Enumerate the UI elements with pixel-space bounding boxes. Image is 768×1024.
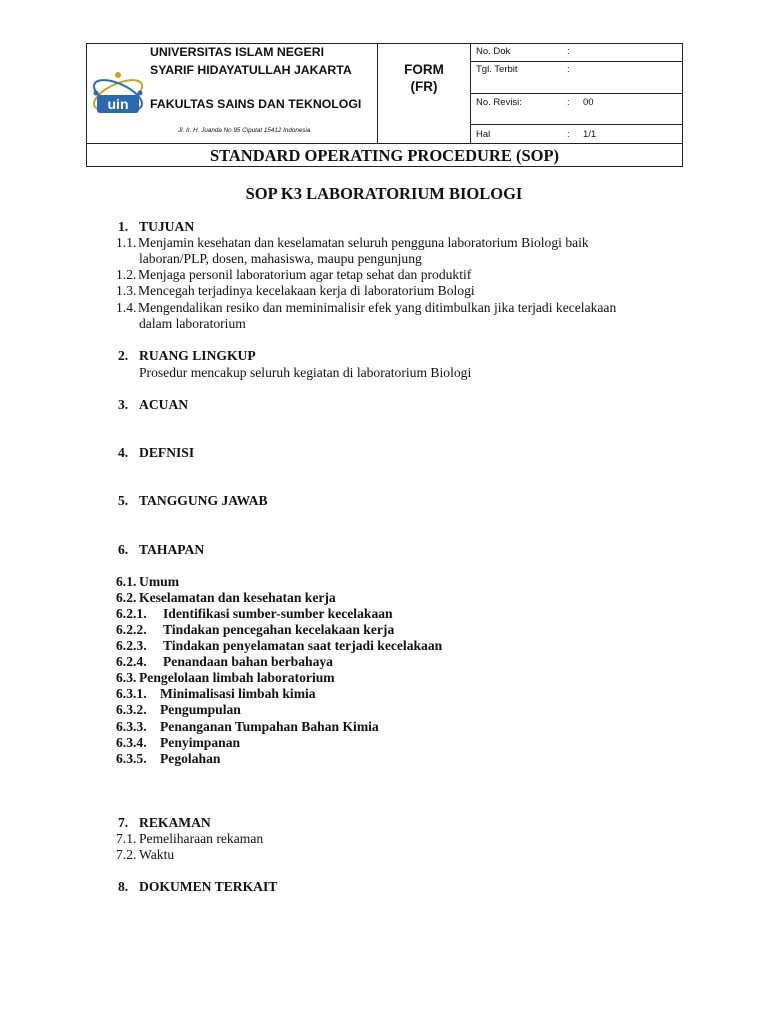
document-header	[86, 43, 683, 167]
header-border-bottom	[86, 166, 683, 167]
header-divider-banner	[86, 143, 683, 144]
header-row-divider	[470, 124, 683, 125]
list-item-number: 6.3.1.	[116, 686, 147, 701]
field-label-no-dok: No. Dok	[476, 46, 511, 57]
section-heading-tanggung-jawab: TANGGUNG JAWAB	[139, 493, 268, 508]
list-item-number: 6.2.4.	[116, 654, 147, 669]
list-item-text: Minimalisasi limbah kimia	[160, 686, 316, 701]
field-value-no-revisi: 00	[583, 97, 594, 108]
university-logo	[90, 65, 146, 127]
section-number: 8.	[118, 879, 129, 894]
list-item-text: Tindakan penyelamatan saat terjadi kecelakaan	[163, 638, 443, 653]
list-item-text: Pemeliharaan rekaman	[139, 831, 264, 846]
field-label-no-revisi: No. Revisi:	[476, 97, 522, 108]
list-item-number: 7.1.	[116, 831, 137, 846]
list-item-continuation: dalam laboratorium	[139, 316, 246, 331]
field-label-hal: Hal	[476, 129, 491, 140]
section-heading-defnisi: DEFNISI	[139, 445, 195, 460]
list-item-number: 6.3.5.	[116, 751, 147, 766]
list-item-text: Menjaga personil laboratorium agar tetap sehat dan produktif	[138, 267, 472, 282]
list-item-text: Waktu	[139, 847, 175, 862]
section-number: 6.	[118, 542, 129, 557]
section-number: 5.	[118, 493, 129, 508]
field-sep-tgl-terbit: :	[567, 64, 570, 75]
list-item-number: 1.2.	[116, 267, 137, 282]
list-item-text: Mengendalikan resiko dan meminimalisir efek yang ditimbulkan jika terjadi kecelakaan	[138, 300, 617, 315]
list-item-text: Penyimpanan	[160, 735, 241, 750]
list-item-number: 6.1.	[116, 574, 137, 589]
list-item-text: Umum	[139, 574, 180, 589]
list-item-number: 6.2.2.	[116, 622, 147, 637]
section-number: 2.	[118, 348, 129, 363]
section-body-ruang-lingkup: Prosedur mencakup seluruh kegiatan di laboratorium Biologi	[139, 365, 472, 380]
list-item-number: 1.3.	[116, 283, 137, 298]
list-item-text: Pegolahan	[160, 751, 221, 766]
list-item-text: Penanganan Tumpahan Bahan Kimia	[160, 719, 379, 734]
list-item-number: 1.4.	[116, 300, 137, 315]
list-item-number: 6.3.2.	[116, 702, 147, 717]
section-number: 7.	[118, 815, 129, 830]
list-item-text: Identifikasi sumber-sumber kecelakaan	[163, 606, 393, 621]
field-sep-no-dok: :	[567, 46, 570, 57]
list-item-number: 7.2.	[116, 847, 137, 862]
list-item-text: Mencegah terjadinya kecelakaan kerja di laboratorium Bologi	[138, 283, 475, 298]
list-item-text: Pengelolaan limbah laboratorium	[139, 670, 335, 685]
faculty-name: FAKULTAS SAINS DAN TEKNOLOGI	[150, 97, 362, 111]
field-value-hal: 1/1	[583, 129, 597, 140]
header-row-divider	[470, 61, 683, 62]
form-code: (FR)	[410, 79, 438, 94]
section-heading-dokumen-terkait: DOKUMEN TERKAIT	[139, 879, 278, 894]
list-item-text: Menjamin kesehatan dan keselamatan seluruh pengguna laboratorium Biologi baik	[138, 235, 589, 250]
list-item-number: 6.3.	[116, 670, 137, 685]
university-address: Jl. Ir. H. Juanda No 95 Ciputat 15412 Indonesia	[178, 127, 311, 134]
header-row-divider	[470, 93, 683, 94]
field-sep-hal: :	[567, 129, 570, 140]
section-number: 4.	[118, 445, 129, 460]
list-item-number: 6.2.	[116, 590, 137, 605]
list-item-text: Penandaan bahan berbahaya	[163, 654, 333, 669]
section-heading-tujuan: TUJUAN	[139, 219, 195, 234]
university-name-line2: SYARIF HIDAYATULLAH JAKARTA	[150, 63, 352, 77]
form-label: FORM	[404, 62, 444, 77]
section-heading-acuan: ACUAN	[139, 397, 189, 412]
section-number: 3.	[118, 397, 129, 412]
list-item-number: 6.2.1.	[116, 606, 147, 621]
list-item-text: Tindakan pencegahan kecelakaan kerja	[163, 622, 395, 637]
section-heading-rekaman: REKAMAN	[139, 815, 211, 830]
list-item-continuation: laboran/PLP, dosen, mahasiswa, maupu pengunjung	[139, 251, 422, 266]
sop-banner: STANDARD OPERATING PROCEDURE (SOP)	[209, 146, 560, 165]
section-number: 1.	[118, 219, 129, 234]
header-border-top	[86, 43, 683, 44]
section-heading-ruang-lingkup: RUANG LINGKUP	[139, 348, 256, 363]
list-item-number: 6.2.3.	[116, 638, 147, 653]
list-item-number: 6.3.3.	[116, 719, 147, 734]
logo-text: uin	[107, 96, 129, 112]
university-name-line1: UNIVERSITAS ISLAM NEGERI	[150, 45, 324, 59]
field-label-tgl-terbit: Tgl. Terbit	[476, 64, 518, 75]
field-sep-no-revisi: :	[567, 97, 570, 108]
document-title: SOP K3 LABORATORIUM BIOLOGI	[245, 184, 523, 203]
list-item-text: Pengumpulan	[160, 702, 241, 717]
list-item-number: 6.3.4.	[116, 735, 147, 750]
section-heading-tahapan: TAHAPAN	[139, 542, 205, 557]
list-item-text: Keselamatan dan kesehatan kerja	[139, 590, 336, 605]
list-item-number: 1.1.	[116, 235, 137, 250]
